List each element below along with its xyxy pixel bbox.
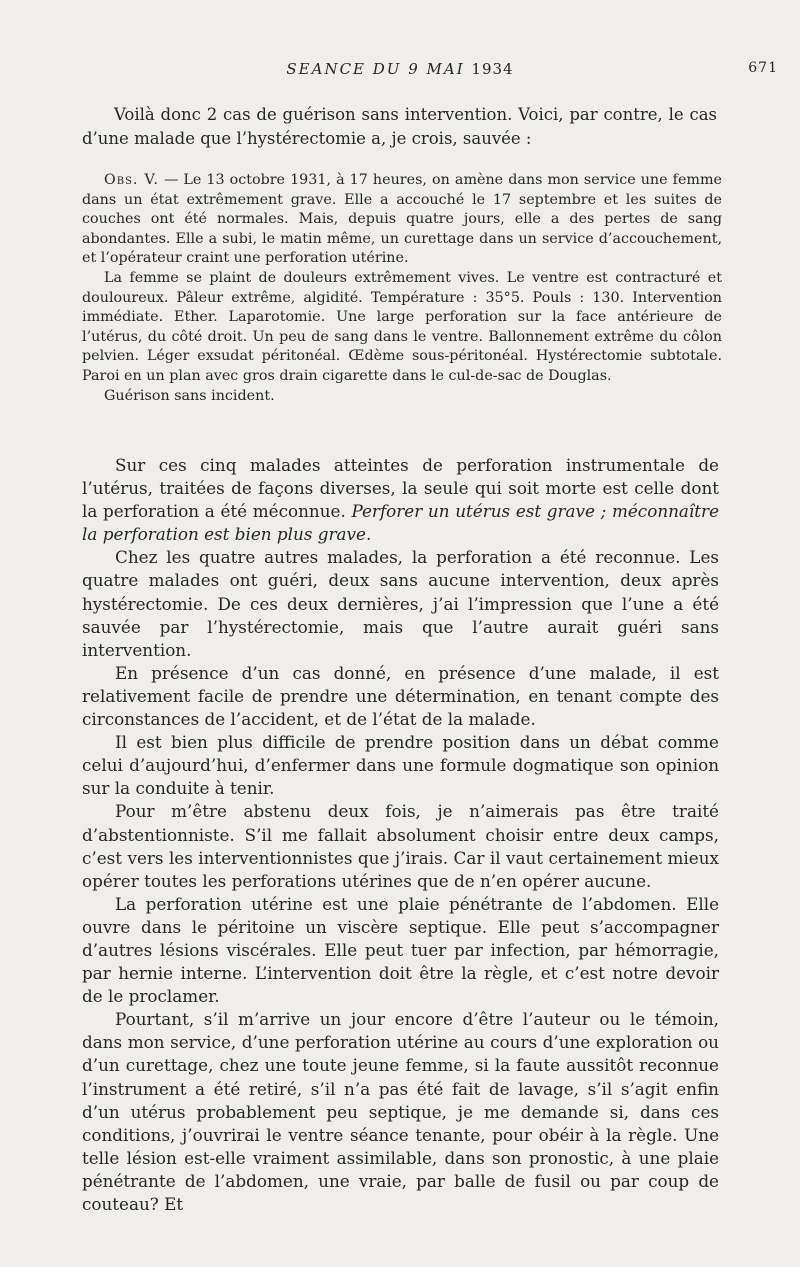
body-paragraph: En présence d’un cas donné, en présence d’une malade, il est relativement facile de prendre une détermination, en tenant compte des circonstances de l’accident, et de l’état de la malade. [82,662,719,730]
body-paragraph: Sur ces cinq malades atteintes de perforation instrumentale de l’utérus, traitées de façons diverses, la seule qui soit morte est celle dont la perforation a été méconnue. Perforer un utérus est grave ; méconnaître la perforation est bien plus grave. [82,455,719,545]
intro-block [82,103,717,151]
observation-paragraph: Guérison sans incident. [104,387,275,404]
body-paragraph: La perforation utérine est une plaie pénétrante de l’abdomen. Elle ouvre dans le péritoine un viscère septique. Elle peut s’accompagner d’autres lésions viscérales. Elle peut tuer par infection, par hémorragie, par hernie interne. L’intervention doit être la règle, et c’est notre devoir de le proclamer. [82,893,719,1007]
page-number: 671 [748,60,778,76]
italic-emphasis: Perforer un utérus est grave ; méconnaître la perforation est bien plus grave [82,501,719,545]
body-paragraph: Il est bien plus difficile de prendre position dans un débat comme celui d’aujourd’hui, d’enfermer dans une formule dogmatique son opinion sur la conduite à tenir. [82,732,719,799]
observation-paragraph: Obs. V. — Le 13 octobre 1931, à 17 heures, on amène dans mon service une femme dans un état extrêmement grave. Elle a accouché le 17 septembre et les suites de couches ont été normales. Mais, depuis quatre jours, elle a des pertes de sang abondantes. Elle a subi, le matin même, un curettage dans un service d’accouchement, et l’opérateur craint une perforation utérine. [82,172,722,267]
body-paragraph: Pourtant, s’il m’arrive un jour encore d’être l’auteur ou le témoin, dans mon service, d’une perforation utérine au cours d’une exploration ou d’un curettage, chez une toute jeune femme, si la faute aussitôt reconnue l’instrument a été retiré, s’il n’a pas été fait de lavage, s’il s’agit enfin d’un utérus probablement peu septique, je me demande si, dans ces conditions, j’ouvrirai le ventre séance tenante, pour obéir à la règle. Une telle lésion est-elle vraiment assimilable, dans son pronostic, à une plaie pénétrante de l’abdomen, une vraie, par balle de fusil ou par coup de couteau? Et [82,1009,719,1214]
running-title: SEANCE DU 9 MAI 1934 [286,60,514,78]
body-paragraph: Pour m’être abstenu deux fois, je n’aimerais pas être traité d’abstentionniste. S’il me fallait absolument choisir entre deux camps, c’est vers les interventionnistes que j’irais. Car il vaut certainement mieux opérer toutes les perforations utérines que de n’en opérer aucune. [82,801,719,891]
running-header [0,58,800,82]
header-year: 1934 [471,60,514,78]
observation-block [82,171,722,406]
main-text [82,454,719,1216]
intro-paragraph: Voilà donc 2 cas de guérison sans intervention. Voici, par contre, le cas d’une malade que l’hystérectomie a, je crois, sauvée : [82,105,717,148]
observation-label: Obs. V. [104,172,159,188]
body-paragraph: Chez les quatre autres malades, la perforation a été reconnue. Les quatre malades ont guéri, deux sans aucune intervention, deux après hystérectomie. De ces deux dernières, j’ai l’impression que l’une a été sauvée par l’hystérectomie, mais que l’autre aurait guéri sans intervention. [82,547,719,660]
observation-paragraph: La femme se plaint de douleurs extrêmement vives. Le ventre est contracturé et douloureux. Pâleur extrême, algidité. Température : 35°5. Pouls : 130. Intervention immédiate. Ether. Laparotomie. Une large perforation sur la face antérieure de l’utérus, du côté droit. Un peu de sang dans le ventre. Ballonnement extrême du côlon pelvien. Léger exsudat péritonéal. Œdème sous-péritonéal. Hystérectomie subtotale. Paroi en un plan avec gros drain cigarette dans le cul-de-sac de Douglas. [82,269,722,384]
